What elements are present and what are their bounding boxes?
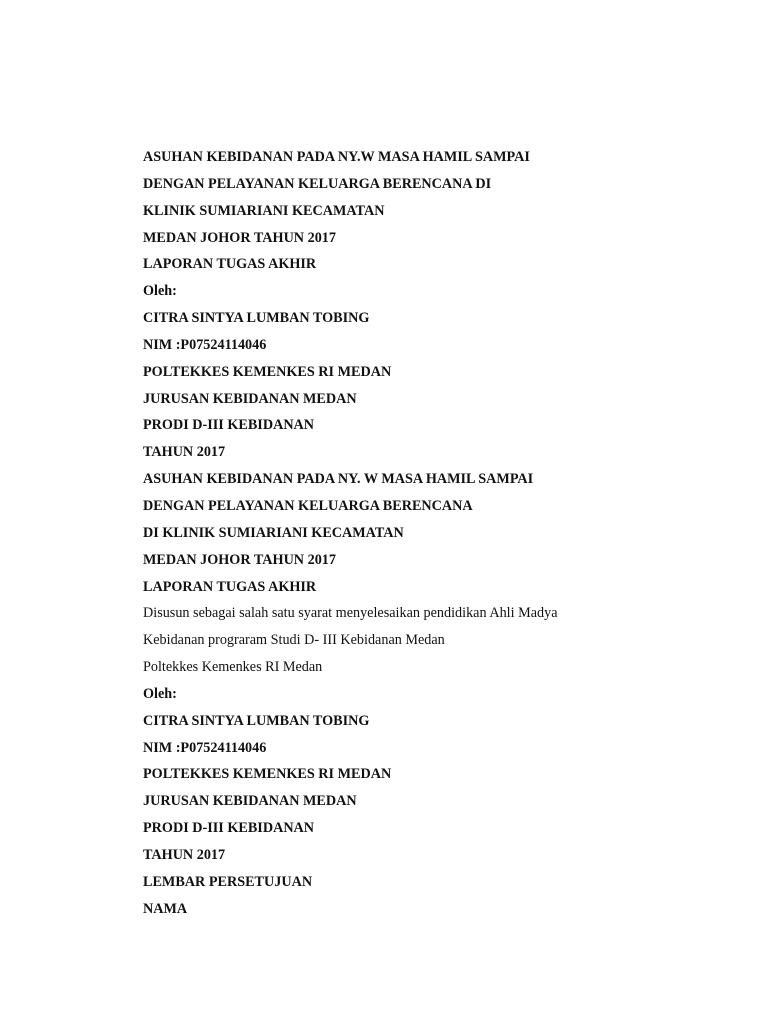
document-line: ASUHAN KEBIDANAN PADA NY. W MASA HAMIL SAMPAI [143,471,534,488]
document-line: LAPORAN TUGAS AKHIR [143,256,317,273]
document-line: DENGAN PELAYANAN KELUARGA BERENCANA DI [143,175,492,192]
document-line: TAHUN 2017 [143,444,226,461]
document-line: Disusun sebagai salah satu syarat menyelesaikan pendidikan Ahli Madya [143,605,558,622]
document-line: JURUSAN KEBIDANAN MEDAN [143,390,357,407]
document-line: Poltekkes Kemenkes RI Medan [143,659,323,676]
document-line: NIM :P07524114046 [143,739,267,756]
document-line: POLTEKKES KEMENKES RI MEDAN [143,363,392,380]
document-line: MEDAN JOHOR TAHUN 2017 [143,551,336,568]
document-line: Kebidanan prograram Studi D- III Kebidanan Medan [143,632,445,649]
document-line: DI KLINIK SUMIARIANI KECAMATAN [143,524,404,541]
document-page [143,144,743,922]
document-line: PRODI D-III KEBIDANAN [143,820,315,837]
document-line: POLTEKKES KEMENKES RI MEDAN [143,766,392,783]
document-line: CITRA SINTYA LUMBAN TOBING [143,712,370,729]
document-line: Oleh: [143,283,177,300]
document-line: MEDAN JOHOR TAHUN 2017 [143,229,336,246]
document-line: KLINIK SUMIARIANI KECAMATAN [143,202,385,219]
document-line: NAMA [143,900,188,917]
document-line: PRODI D-III KEBIDANAN [143,417,315,434]
document-line: DENGAN PELAYANAN KELUARGA BERENCANA [143,497,473,514]
document-line: TAHUN 2017 [143,846,226,863]
document-line: LEMBAR PERSETUJUAN [143,873,313,890]
document-line: LAPORAN TUGAS AKHIR [143,578,317,595]
document-line: JURUSAN KEBIDANAN MEDAN [143,793,357,810]
document-line: CITRA SINTYA LUMBAN TOBING [143,310,370,327]
document-line: ASUHAN KEBIDANAN PADA NY.W MASA HAMIL SAMPAI [143,149,530,165]
document-line: Oleh: [143,685,177,702]
document-line: NIM :P07524114046 [143,336,267,353]
